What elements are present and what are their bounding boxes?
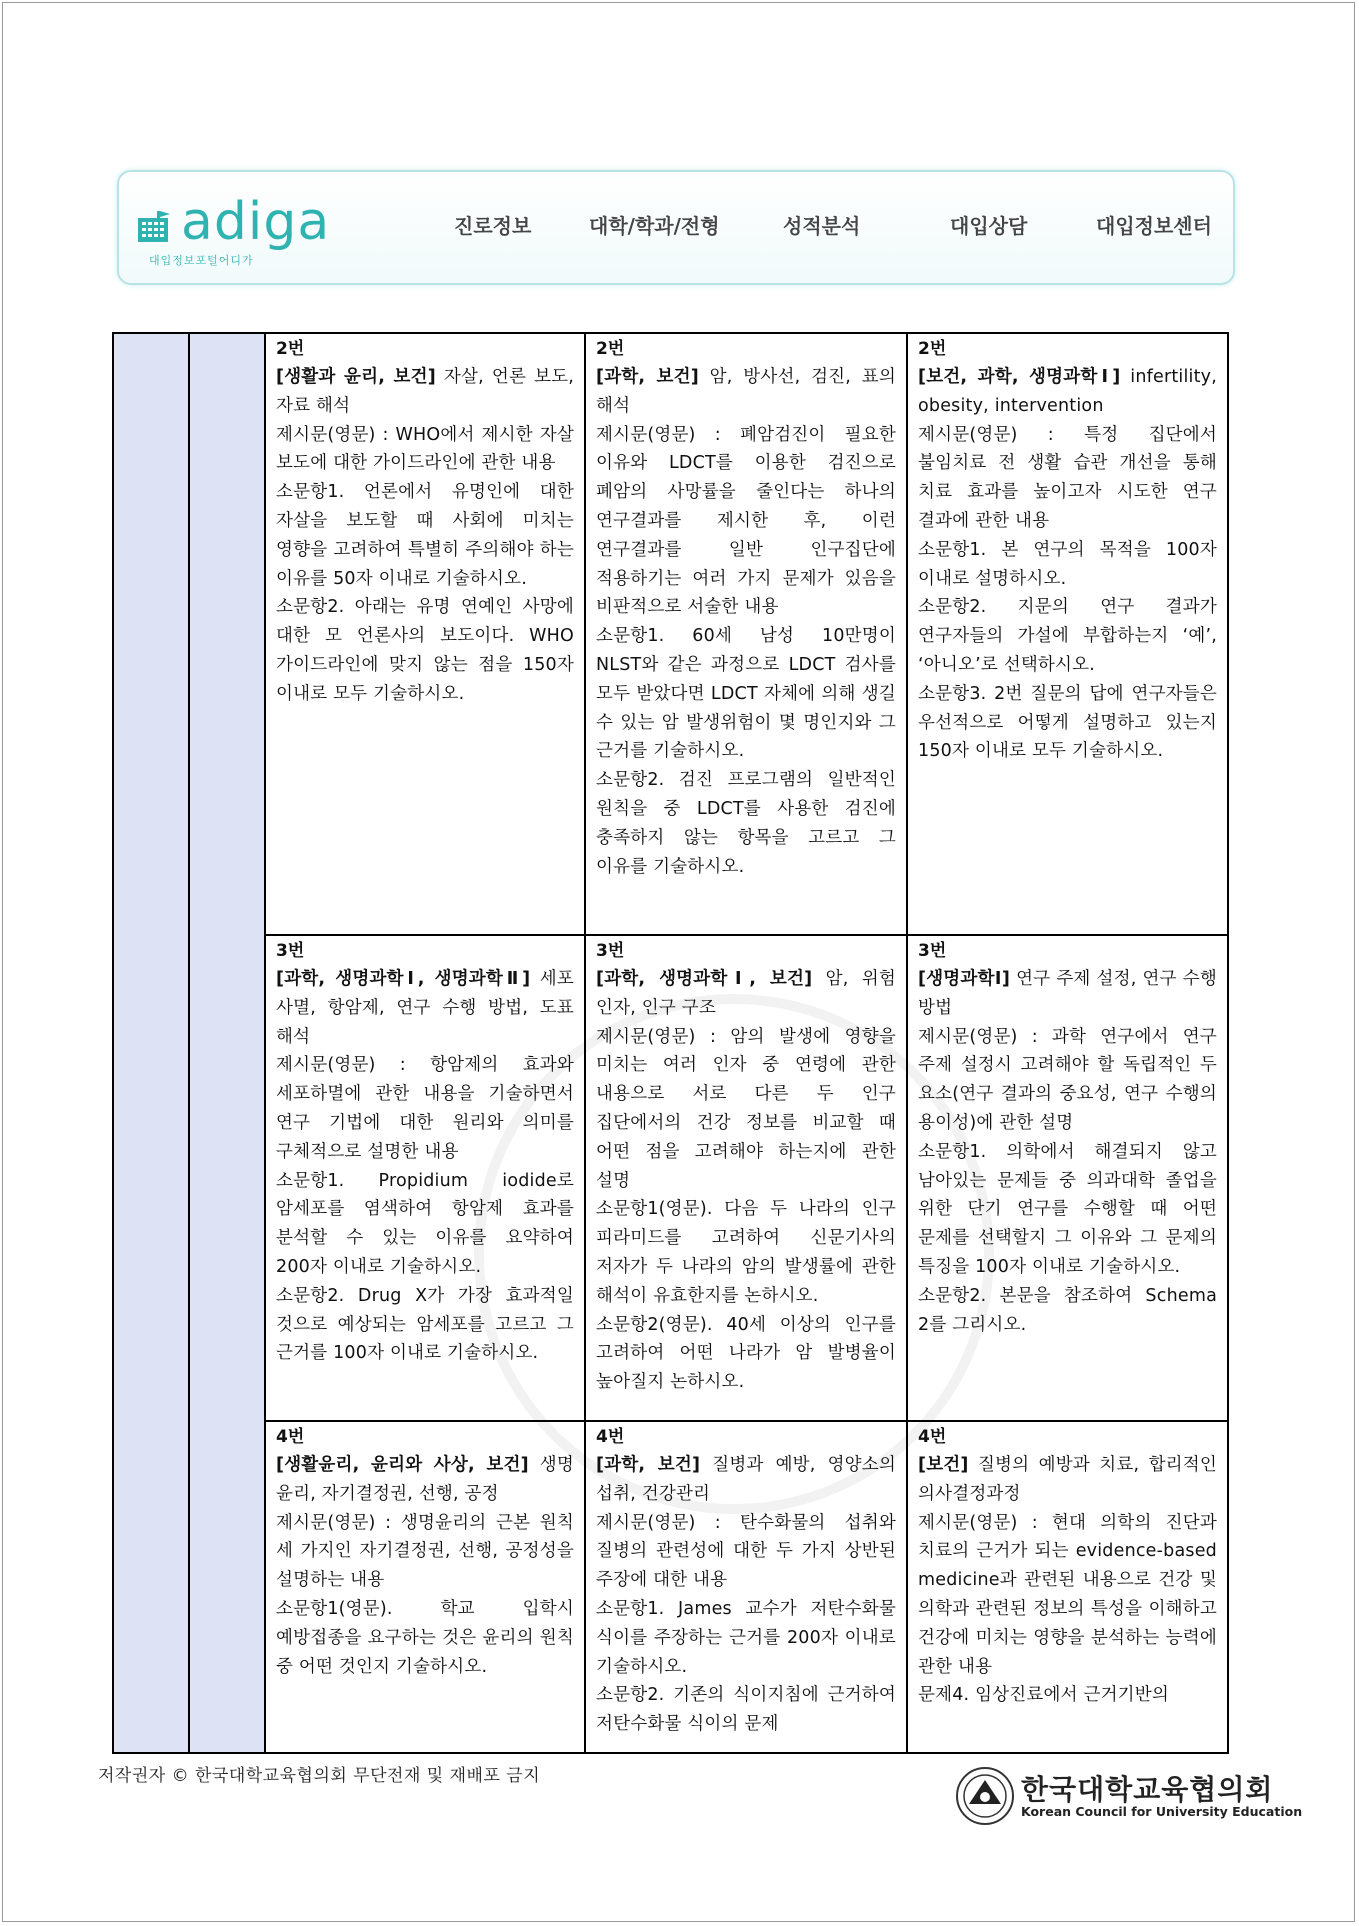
question-paragraph (596, 1595, 896, 1681)
question-cell (908, 1422, 1227, 1752)
paragraph-text: 제시문(영문) : WHO에서 제시한 자살 보도에 대한 가이드라인에 관한 내용 (276, 424, 574, 474)
question-cell (586, 936, 908, 1422)
subject-tag: [과학, 생명과학Ⅰ, 보건] (596, 969, 813, 989)
question-paragraph (276, 965, 574, 1051)
question-cell (586, 1422, 908, 1752)
kcue-seal-icon (955, 1766, 1015, 1826)
question-paragraph (918, 1509, 1217, 1682)
question-paragraph (596, 965, 896, 1023)
question-paragraph (918, 363, 1217, 421)
subject-tag: [과학, 보건] (596, 1455, 701, 1475)
paragraph-text: 제시문(영문) : 폐암검진이 필요한 이유와 LDCT를 이용한 검진으로 폐암의 사망률을 줄인다는 하나의 연구결과를 제시한 후, 이런 연구결과를 일반 인구집단에 적용하기는 여러 가지 문제가 있음을 비판적으로 서술한 내용 (596, 424, 896, 618)
paragraph-text: 소문항2. 검진 프로그램의 일반적인 원칙을 중 LDCT를 사용한 검진에 충족하지 않는 항목을 고르고 그 이유를 기술하시오. (596, 770, 896, 877)
paragraph-text: 자살, 언론 보도, 자료 해석 (276, 367, 574, 416)
question-paragraph (596, 622, 896, 766)
question-paragraph (918, 1681, 1217, 1710)
paragraph-text: 세포 사멸, 항암제, 연구 수행 방법, 도표 해석 (276, 969, 574, 1047)
subject-tag: [보건, 과학, 생명과학Ⅰ] (918, 367, 1121, 387)
question-paragraph (276, 1595, 574, 1681)
question-paragraph (918, 593, 1217, 679)
subject-tag: [생명과학Ⅰ] (918, 969, 1011, 989)
question-cell (266, 1422, 586, 1752)
question-number: 2번 (596, 339, 625, 359)
paragraph-text: 소문항2(영문). 40세 이상의 인구를 고려하여 어떤 나라가 암 발병율이 높아질지 논하시오. (596, 1314, 896, 1393)
question-paragraph (276, 421, 574, 479)
nav-admission-consult[interactable]: 대입상담 (950, 214, 1028, 238)
site-banner (117, 170, 1235, 285)
question-paragraph (596, 1509, 896, 1595)
paragraph-text: 소문항1(영문). 다음 두 나라의 인구 피라미드를 고려하여 신문기사의 저자가 두 나라의 암의 발생률에 관한 해석이 유효한지를 논하시오. (596, 1199, 896, 1306)
question-number: 3번 (918, 941, 947, 961)
nav-score-analysis[interactable]: 성적분석 (783, 214, 861, 238)
paragraph-text: 제시문(영문) : 특정 집단에서 불임치료 전 생활 습관 개선을 통해 치료 효과를 높이고자 시도한 연구 결과에 관한 내용 (918, 424, 1217, 531)
paragraph-text: 소문항1. 본 연구의 목적을 100자 이내로 설명하시오. (918, 539, 1217, 589)
question-cell (266, 936, 586, 1422)
paragraph-text: 제시문(영문) : 탄수화물의 섭취와 질병의 관련성에 대한 두 가지 상반된 주장에 대한 내용 (596, 1512, 896, 1591)
side-column-1 (114, 334, 190, 1752)
paragraph-text: 생명 윤리, 자기결정권, 선행, 공정 (276, 1455, 574, 1504)
paragraph-text: 제시문(영문) : 생명윤리의 근본 원칙 세 가지인 자기결정권, 선행, 공정성을 설명하는 내용 (276, 1512, 574, 1591)
side-column-2 (190, 334, 266, 1752)
subject-tag: [과학, 보건] (596, 367, 699, 387)
question-cell (908, 936, 1227, 1422)
logo-subtitle: 대입정보포털어디가 (149, 254, 254, 267)
nav-admission-info-center[interactable]: 대입정보센터 (1096, 214, 1212, 238)
subject-tag: [과학, 생명과학Ⅰ, 생명과학Ⅱ] (276, 969, 531, 989)
copyright-notice: 저작권자 © 한국대학교육협의회 무단전재 및 재배포 금지 (98, 1766, 541, 1786)
paragraph-text: 소문항1. Propidium iodide로 암세포를 염색하여 항암제 효과를 분석할 수 있는 이유를 요약하여 200자 이내로 기술하시오. (276, 1170, 574, 1277)
question-paragraph (276, 1167, 574, 1282)
paragraph-text: 소문항1. 60세 남성 10만명이 NLST와 같은 과정으로 LDCT 검사를 모두 받았다면 LDCT 자체에 의해 생길 수 있는 암 발생위험이 몇 명인지와 그 근거를 기술하시오. (596, 626, 896, 762)
paragraph-text: 소문항1. 언론에서 유명인에 대한 자살을 보도할 때 사회에 미치는 영향을 고려하여 특별히 주의해야 하는 이유를 50자 이내로 기술하시오. (276, 482, 574, 589)
subject-tag: [보건] (918, 1455, 969, 1475)
paragraph-text: 문제4. 임상진료에서 근거기반의 (918, 1685, 1169, 1706)
question-paragraph (276, 363, 574, 421)
question-paragraph (596, 1681, 896, 1739)
question-paragraph (918, 536, 1217, 594)
building-icon (137, 210, 173, 244)
question-paragraph (918, 680, 1217, 766)
paragraph-text: 제시문(영문) : 암의 발생에 영향을 미치는 여러 인자 중 연령에 관한 내용으로 서로 다른 두 인구 집단에서의 건강 정보를 비교할 때 어떤 점을 고려해야 하는지에 관한 설명 (596, 1026, 896, 1191)
question-paragraph (596, 1451, 896, 1509)
question-number: 2번 (276, 339, 305, 359)
nav-career-info[interactable]: 진로정보 (454, 214, 532, 238)
subject-tag: [생활과 윤리, 보건] (276, 367, 436, 387)
paragraph-text: 질병과 예방, 영양소의 섭취, 건강관리 (596, 1455, 896, 1504)
paragraph-text: 소문항2. 지문의 연구 결과가 연구자들의 가설에 부합하는지 ‘예’, ‘아니오’로 선택하시오. (918, 597, 1217, 675)
paragraph-text: 제시문(영문) : 현대 의학의 진단과 치료의 근거가 되는 evidence-based medicine과 관련된 내용으로 건강 및 의학과 관련된 정보의 특성을 이해하고 건강에 미치는 영향을 분석하는 능력에 관한 내용 (918, 1512, 1217, 1677)
question-table (112, 332, 1229, 1754)
paragraph-text: 소문항1(영문). 학교 입학시 예방접종을 요구하는 것은 윤리의 원칙 중 어떤 것인지 기술하시오. (276, 1598, 574, 1677)
paragraph-text: 소문항2. 아래는 유명 연예인 사망에 대한 모 언론사의 보도이다. WHO 가이드라인에 맞지 않는 점을 150자 이내로 모두 기술하시오. (276, 597, 574, 704)
paragraph-text: 연구 주제 설정, 연구 수행 방법 (918, 969, 1217, 1018)
paragraph-text: 암, 방사선, 검진, 표의 해석 (596, 367, 896, 416)
question-paragraph (918, 421, 1217, 536)
question-paragraph (918, 965, 1217, 1023)
question-paragraph (596, 363, 896, 421)
paragraph-text: 암, 위험 인자, 인구 구조 (596, 969, 896, 1018)
question-number: 4번 (596, 1427, 625, 1447)
paragraph-text: 제시문(영문) : 항암제의 효과와 세포하멸에 관한 내용을 기술하면서 연구 기법에 대한 원리와 의미를 구체적으로 설명한 내용 (276, 1055, 574, 1162)
kcue-name-english: Korean Council for University Education (1021, 1804, 1303, 1819)
question-paragraph (918, 1138, 1217, 1282)
adiga-logo[interactable] (133, 192, 363, 267)
question-number: 3번 (596, 941, 625, 961)
question-number: 4번 (918, 1427, 947, 1447)
question-paragraph (276, 478, 574, 593)
nav-univ-dept-admission[interactable]: 대학/학과/전형 (589, 214, 720, 238)
question-paragraph (276, 1282, 574, 1368)
question-paragraph (918, 1282, 1217, 1340)
paragraph-text: 소문항2. Drug X가 가장 효과적일 것으로 예상되는 암세포를 고르고 그 근거를 100자 이내로 기술하시오. (276, 1285, 574, 1364)
paragraph-text: 소문항1. 의학에서 해결되지 않고 남아있는 문제들 중 의과대학 졸업을 위한 단기 연구를 수행할 때 어떤 문제를 선택할지 그 이유와 그 문제의 특징을 100자 이내로 기술하시오. (918, 1141, 1217, 1277)
question-paragraph (276, 1509, 574, 1595)
subject-tag: [생활윤리, 윤리와 사상, 보건] (276, 1455, 529, 1475)
question-paragraph (596, 1195, 896, 1310)
question-cell (586, 334, 908, 936)
question-number: 4번 (276, 1427, 305, 1447)
question-paragraph (918, 1451, 1217, 1509)
paragraph-text: 소문항1. James 교수가 저탄수화물 식이를 주장하는 근거를 200자 이내로 기술하시오. (596, 1598, 896, 1677)
kcue-name-korean: 한국대학교육협의회 (1021, 1773, 1274, 1806)
question-paragraph (918, 1023, 1217, 1138)
question-number: 2번 (918, 339, 947, 359)
question-paragraph (596, 1023, 896, 1196)
paragraph-text: 소문항2. 기존의 식이지침에 근거하여 저탄수화물 식이의 문제 (596, 1685, 896, 1735)
paragraph-text: 소문항3. 2번 질문의 답에 연구자들은 우선적으로 어떻게 설명하고 있는지 150자 이내로 모두 기술하시오. (918, 683, 1217, 762)
question-paragraph (596, 421, 896, 623)
logo-word: adiga (181, 192, 331, 252)
question-paragraph (276, 593, 574, 708)
question-number: 3번 (276, 941, 305, 961)
paragraph-text: 제시문(영문) : 과학 연구에서 연구 주제 설정시 고려해야 할 독립적인 두 요소(연구 결과의 중요성, 연구 수행의 용이성)에 관한 설명 (918, 1026, 1217, 1133)
kcue-logo (955, 1766, 1303, 1828)
question-paragraph (276, 1451, 574, 1509)
question-paragraph (596, 1311, 896, 1397)
paragraph-text: infertility, obesity, intervention (918, 367, 1217, 416)
paragraph-text: 질병의 예방과 치료, 합리적인 의사결정과정 (918, 1455, 1217, 1504)
question-cell (908, 334, 1227, 936)
question-paragraph (276, 1051, 574, 1166)
question-cell (266, 334, 586, 936)
question-paragraph (596, 766, 896, 881)
paragraph-text: 소문항2. 본문을 참조하여 Schema 2를 그리시오. (918, 1285, 1217, 1335)
